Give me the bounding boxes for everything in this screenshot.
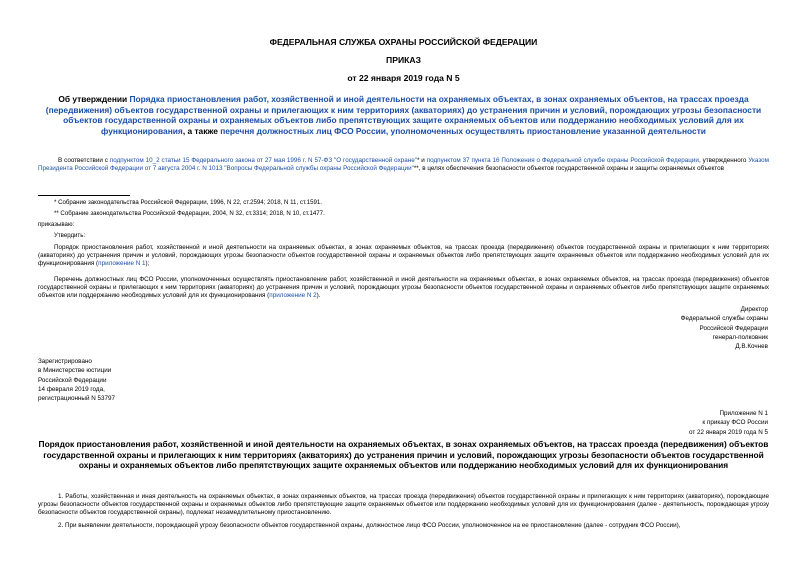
doc-type-heading: ПРИКАЗ xyxy=(386,55,421,65)
appendix-2-link[interactable]: приложение N 2 xyxy=(269,292,317,300)
footnote-divider xyxy=(38,195,130,196)
order-word: приказываю: xyxy=(38,221,75,228)
order-item-1 xyxy=(38,244,769,268)
item-1-text: Порядок приостановления работ, хозяйственной и иной деятельности на охраняемых объектах, в зонах охраняемых объектов, на трассах проезда (передвижения) объектов государственной охраны и прилегающих к ним территориях (акваториях) до устранения причин и условий, порождающих угрозы безопасности объектов государственной охраны и охраняемых объектов либо препятствующих защите охраняемых объектов или поддержанию необходимых условий для их функционирования ( xyxy=(38,244,769,268)
title-middle: , а также xyxy=(182,125,221,136)
title-procedure-link[interactable]: Порядка приостановления работ, хозяйственной и иной деятельности на охраняемых объектах, в зонах охраняемых объектов, на трассах проезда (передвижения) объектов государственной охраны и прилегающих к ним территориях (акваториях) до устранения причин и условий, порождающих угрозы безопасности объектов государственной охраны и охраняемых объектов либо препятствующих защите охраняемых объектов или поддержанию необходимых условий для их функционирования xyxy=(45,94,762,136)
title-prefix: Об утверждении xyxy=(58,94,130,104)
item-2-text: Перечень должностных лиц ФСО России, уполномоченных осуществлять приостановление работ, хозяйственной и иной деятельности на охраняемых объектах, в зонах охраняемых объектов, на трассах проезда (передвижения) объектов государственной охраны и прилегающих к ним территориях (акваториях) до устранения причин и условий, порождающих угрозы безопасности объектов государственной охраны и охраняемых объектов либо препятствующих защите охраняемых объектов или поддержанию необходимых условий для их функционирования ( xyxy=(38,276,769,300)
signature-line: Федеральной службы охраны xyxy=(680,315,768,323)
registration-line: Зарегистрировано xyxy=(38,358,92,365)
appendix-label-line: от 22 января 2019 года N 5 xyxy=(688,428,768,436)
doc-date-number: от 22 января 2019 года N 5 xyxy=(347,73,460,83)
registration-line: Российской Федерации xyxy=(38,376,107,384)
footnote-1: * Собрание законодательства Российской Федерации, 1996, N 22, ст.2594; 2018, N 11, ст.1591. xyxy=(54,199,322,206)
document-title xyxy=(40,94,767,136)
intro-text-1: В соответствии с xyxy=(58,157,110,164)
registration-line: регистрационный N 53797 xyxy=(38,395,116,403)
registration-line: 14 февраля 2019 года, xyxy=(38,385,105,393)
appendix-paragraph-2: 2. При выявлении деятельности, порождающей угрозу безопасности объектов государственной охраны, должностное лицо ФСО России, уполномоченное на ее приостановление (далее - сотрудник ФСО России), xyxy=(58,522,681,529)
federal-law-link[interactable]: подпунктом 10_2 статьи 15 Федерального закона от 27 мая 1996 г. N 57-ФЗ "О государственной охране" xyxy=(109,157,417,164)
intro-paragraph xyxy=(38,157,769,173)
regulation-link[interactable]: подпунктом 37 пункта 16 Положения о Федеральной службе охраны Российской Федерации xyxy=(426,157,699,164)
appendix-label xyxy=(568,409,768,437)
appendix-label-line: к приказу ФСО России xyxy=(702,419,768,427)
item-1-end: ); xyxy=(145,260,150,268)
signature-block xyxy=(568,305,768,351)
intro-text-3: , утвержденного xyxy=(698,157,749,164)
appendix-title: Порядок приостановления работ, хозяйственной и иной деятельности на охраняемых объектах, в зонах охраняемых объектов, на трассах проезда (передвижения) объектов государственной охраны и прилегающих к ним территориях (акваториях) до устранения причин и условий, порождающих угрозы безопасности объектов государственной охраны и охраняемых объектов либо препятствующих защите охраняемых объектов или поддержанию необходимых условий для их функционирования xyxy=(38,439,769,471)
agency-heading: ФЕДЕРАЛЬНАЯ СЛУЖБА ОХРАНЫ РОССИЙСКОЙ ФЕДЕРАЦИИ xyxy=(269,37,538,47)
registration-block xyxy=(38,357,238,403)
approve-word: Утвердить: xyxy=(54,232,86,239)
appendix-1-link[interactable]: приложение N 1 xyxy=(98,260,146,268)
signature-line: генерал-полковник xyxy=(712,333,768,341)
order-item-2 xyxy=(38,276,769,300)
item-2-end: ). xyxy=(316,292,321,300)
registration-line: в Министерстве юстиции xyxy=(38,367,112,375)
footnote-2: ** Собрание законодательства Российской Федерации, 2004, N 32, ст.3314; 2018, N 10, ст.1477. xyxy=(54,210,325,217)
presidential-decree-link[interactable]: Указом Президента Российской Федерации от 7 августа 2004 г. N 1013 "Вопросы Федеральной службы охраны Российской Федерации" xyxy=(38,157,769,173)
signature-line: Директор xyxy=(740,306,768,313)
title-list-link[interactable]: перечня должностных лиц ФСО России, уполномоченных осуществлять приостановление указанной деятельности xyxy=(220,125,706,136)
signature-line: Российской Федерации xyxy=(699,324,768,332)
appendix-label-line: Приложение N 1 xyxy=(719,410,768,417)
signature-line: Д.В.Кочнев xyxy=(735,343,768,351)
intro-text-2: * и xyxy=(416,157,427,164)
appendix-paragraph-1: 1. Работы, хозяйственная и иная деятельность на охраняемых объектах, в зонах охраняемых объектов, на трассах проезда (передвижения) объектов государственной охраны и прилегающих к ним территориях (акваториях), порождающие угрозы безопасности объектов государственной охраны и охраняемых объектов либо препятствующие защите охраняемых объектов или поддержанию необходимых условий для их функционирования (далее - деятельность, порождающая угрозу безопасности объектов государственной охраны), подлежат незамедлительному приостановлению. xyxy=(38,493,769,517)
intro-text-4: **, в целях обеспечения безопасности объектов государственной охраны и защиты охраняемых объектов xyxy=(413,165,724,173)
